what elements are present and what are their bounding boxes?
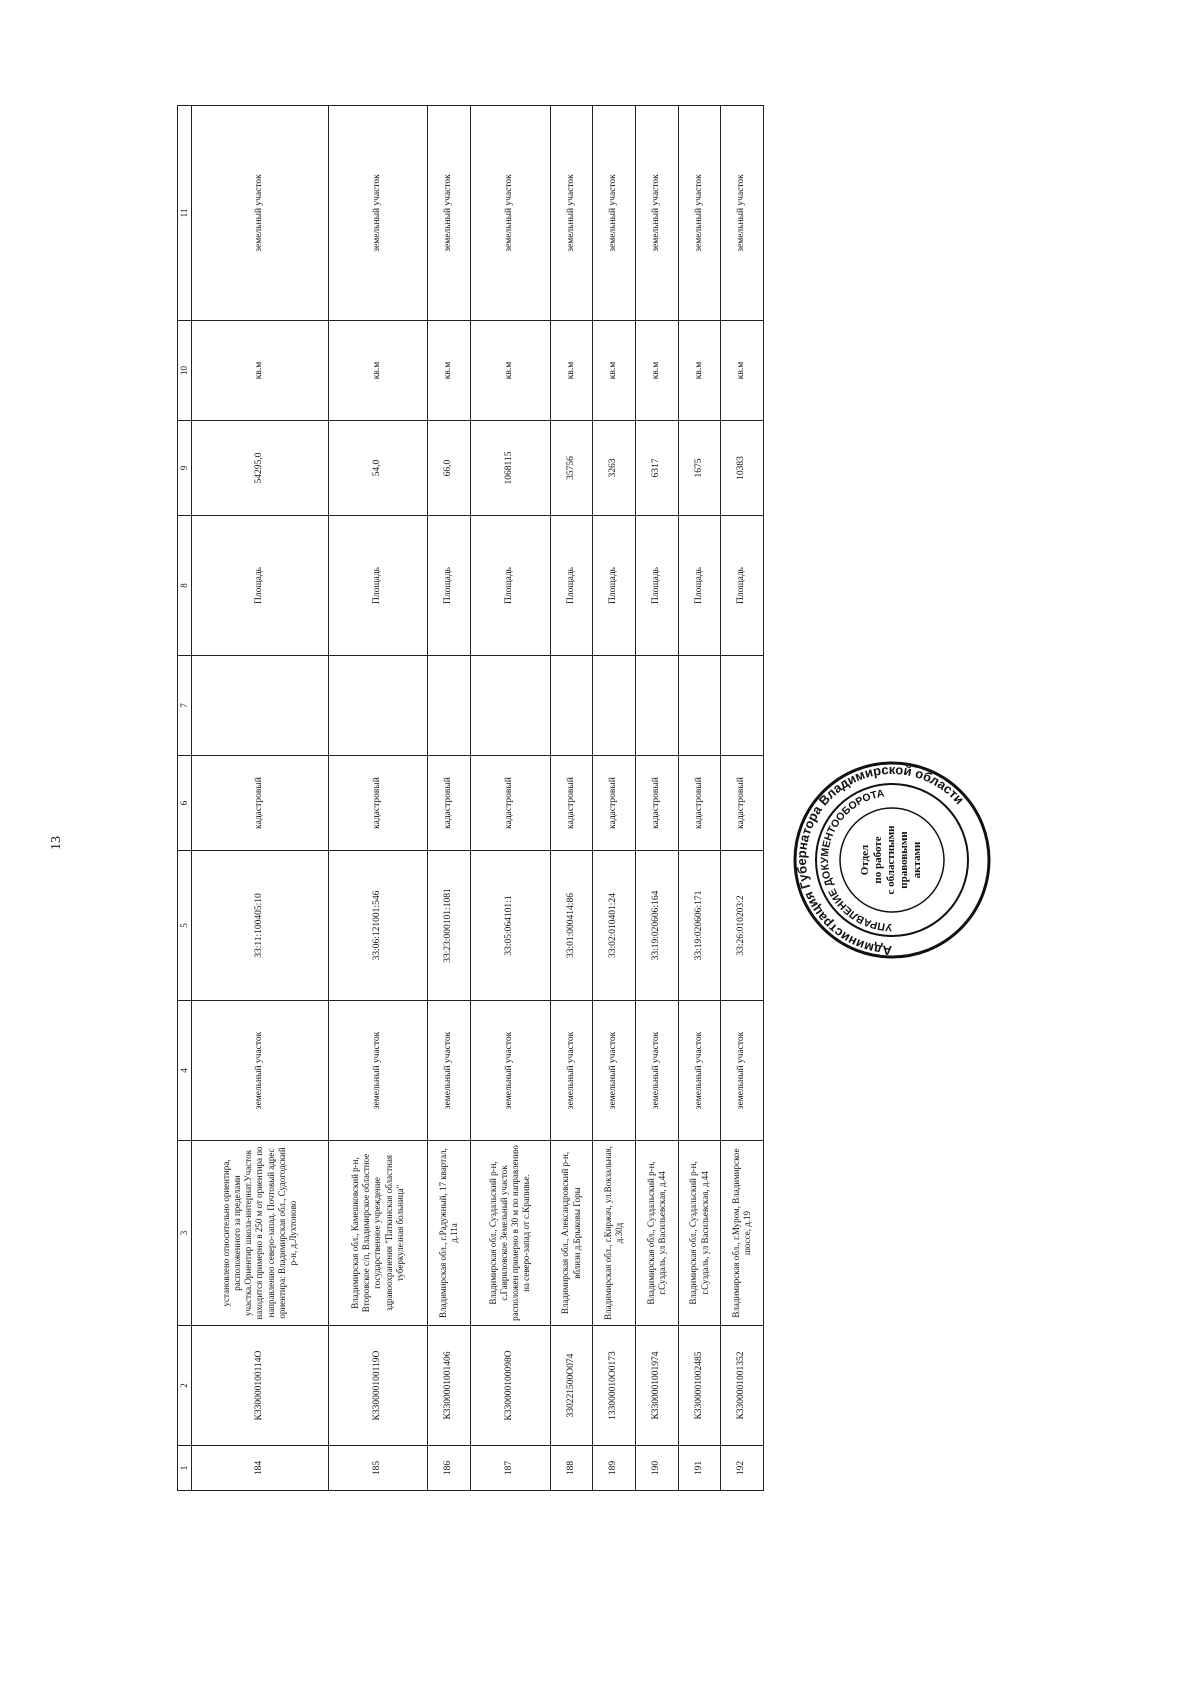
column-header: 9: [178, 421, 192, 516]
parameter-value-cell: 1675: [678, 421, 721, 516]
row-number-cell: 192: [721, 1446, 764, 1491]
seal-ring-text: УПРАВЛЕНИЕ ДОКУМЕНТООБОРОТА: [818, 787, 893, 934]
object-name-cell: земельный участок: [328, 106, 427, 321]
parameter-value-cell: 6317: [636, 421, 679, 516]
table-row: [192, 106, 329, 1491]
table-row: [636, 106, 679, 1491]
cadastral-number-cell: 33:05:064101:1: [470, 851, 550, 1001]
table-row: [593, 106, 636, 1491]
unit-cell: кв.м: [470, 321, 550, 421]
number-kind-cell: кадастровый: [427, 756, 470, 851]
parameter-value-cell: 1068115: [470, 421, 550, 516]
number-kind-cell: кадастровый: [593, 756, 636, 851]
unit-cell: кв.м: [550, 321, 593, 421]
row-number-cell: 189: [593, 1446, 636, 1491]
row-number-cell: 184: [192, 1446, 329, 1491]
number-kind-cell: кадастровый: [328, 756, 427, 851]
unit-cell: кв.м: [636, 321, 679, 421]
column-7-cell: [550, 656, 593, 756]
address-cell: Владимирская обл., г.Муром, Владимирское шоссе, д.19: [721, 1141, 764, 1326]
parameter-cell: Площадь: [427, 516, 470, 656]
table-row: [328, 106, 427, 1491]
column-header: 2: [178, 1326, 192, 1446]
cadastral-number-cell: 33:01:000414:86: [550, 851, 593, 1001]
seal-center-line: актами: [911, 841, 923, 879]
registry-number-cell: К330000100114О: [192, 1326, 329, 1446]
registry-table: [177, 105, 764, 1491]
column-7-cell: [678, 656, 721, 756]
parameter-value-cell: 66,0: [427, 421, 470, 516]
unit-cell: кв.м: [721, 321, 764, 421]
object-name-cell: земельный участок: [427, 106, 470, 321]
parameter-value-cell: 3263: [593, 421, 636, 516]
column-7-cell: [470, 656, 550, 756]
address-cell: Владимирская обл., Суздальский р-н, г.Суздаль, ул Васильевская, д.44: [636, 1141, 679, 1326]
object-type-cell: земельный участок: [721, 1001, 764, 1141]
registry-table-container: [177, 106, 764, 1491]
object-name-cell: земельный участок: [636, 106, 679, 321]
address-cell: Владимирская обл., г.Киржач, ул.Вокзальная, д.30д: [593, 1141, 636, 1326]
parameter-cell: Площадь: [550, 516, 593, 656]
registry-number-cell: К3300001001974: [636, 1326, 679, 1446]
seal-center-text: [859, 825, 923, 895]
column-header: 11: [178, 106, 192, 321]
column-header: 8: [178, 516, 192, 656]
row-number-cell: 187: [470, 1446, 550, 1491]
row-number-cell: 185: [328, 1446, 427, 1491]
number-kind-cell: кадастровый: [636, 756, 679, 851]
column-7-cell: [636, 656, 679, 756]
object-type-cell: земельный участок: [427, 1001, 470, 1141]
parameter-value-cell: 54,0: [328, 421, 427, 516]
number-kind-cell: кадастровый: [470, 756, 550, 851]
parameter-cell: Площадь: [192, 516, 329, 656]
table-row: [721, 106, 764, 1491]
parameter-value-cell: 10383: [721, 421, 764, 516]
table-row: [678, 106, 721, 1491]
parameter-cell: Площадь: [678, 516, 721, 656]
cadastral-number-cell: 33:19:020606:164: [636, 851, 679, 1001]
unit-cell: кв.м: [593, 321, 636, 421]
object-type-cell: земельный участок: [678, 1001, 721, 1141]
object-type-cell: земельный участок: [636, 1001, 679, 1141]
seal-outer-text: Администрация Губернатора Владимирской области: [793, 761, 968, 959]
column-header: 3: [178, 1141, 192, 1326]
address-cell: установлено относительно ориентира, расположенного за пределами участка.Ориентир школа-интернат.Участок находится примерно в 250 м от ориентира по направлению северо-запад. Почтовый адрес ориентира: Владимирская обл., Судогодский р-н, д.Лухтоново: [192, 1141, 329, 1326]
parameter-cell: Площадь: [328, 516, 427, 656]
parameter-cell: Площадь: [470, 516, 550, 656]
column-header: 10: [178, 321, 192, 421]
column-header: 6: [178, 756, 192, 851]
registry-number-cell: К3300001001352: [721, 1326, 764, 1446]
table-header-row: [178, 106, 192, 1491]
column-header: 1: [178, 1446, 192, 1491]
official-seal: [792, 760, 992, 960]
registry-number-cell: К3300001001406: [427, 1326, 470, 1446]
number-kind-cell: кадастровый: [721, 756, 764, 851]
object-name-cell: земельный участок: [470, 106, 550, 321]
table-body: [192, 106, 764, 1491]
row-number-cell: 191: [678, 1446, 721, 1491]
cadastral-number-cell: 33:19:020606:171: [678, 851, 721, 1001]
object-type-cell: земельный участок: [328, 1001, 427, 1141]
object-name-cell: земельный участок: [550, 106, 593, 321]
table-row: [427, 106, 470, 1491]
object-type-cell: земельный участок: [192, 1001, 329, 1141]
row-number-cell: 190: [636, 1446, 679, 1491]
page-number: 13: [49, 836, 64, 850]
address-cell: Владимирская обл., Александровский р-н, вблизи д.Брыковы Горы: [550, 1141, 593, 1326]
cadastral-number-cell: 33:26:010203:2: [721, 851, 764, 1001]
table-row: [550, 106, 593, 1491]
parameter-value-cell: 35756: [550, 421, 593, 516]
cadastral-number-cell: 33:11:100405:10: [192, 851, 329, 1001]
seal-center-line: Отдел: [859, 844, 871, 876]
address-cell: Владимирская обл., Камешковский р-н, Второвское с/п, Владимирское областное государственное учреждение здравоохранения "Паткинская областная туберкулезная больница": [328, 1141, 427, 1326]
table-row: [470, 106, 550, 1491]
column-7-cell: [721, 656, 764, 756]
number-kind-cell: кадастровый: [192, 756, 329, 851]
column-7-cell: [427, 656, 470, 756]
address-cell: Владимирская обл., Суздальский р-н, с.Гавриловское Земельный участок расположен примерно в 30 м по направлению на северо-запад от с.Крапивье.: [470, 1141, 550, 1326]
column-7-cell: [192, 656, 329, 756]
row-number-cell: 188: [550, 1446, 593, 1491]
parameter-cell: Площадь: [721, 516, 764, 656]
column-header: 4: [178, 1001, 192, 1141]
registry-number-cell: К330000100119О: [328, 1326, 427, 1446]
unit-cell: кв.м: [192, 321, 329, 421]
unit-cell: кв.м: [678, 321, 721, 421]
seal-center-line: правовыми: [898, 831, 910, 889]
column-header: 7: [178, 656, 192, 756]
parameter-value-cell: 54295,0: [192, 421, 329, 516]
cadastral-number-cell: 33:02:010401:24: [593, 851, 636, 1001]
object-name-cell: земельный участок: [192, 106, 329, 321]
cadastral-number-cell: 33:23:000101:1081: [427, 851, 470, 1001]
registry-number-cell: 133000010О0173: [593, 1326, 636, 1446]
parameter-cell: Площадь: [636, 516, 679, 656]
object-name-cell: земельный участок: [721, 106, 764, 321]
column-header: 5: [178, 851, 192, 1001]
object-type-cell: земельный участок: [470, 1001, 550, 1141]
registry-number-cell: 330221500О074: [550, 1326, 593, 1446]
registry-number-cell: К330000100098О: [470, 1326, 550, 1446]
object-type-cell: земельный участок: [593, 1001, 636, 1141]
number-kind-cell: кадастровый: [678, 756, 721, 851]
object-type-cell: земельный участок: [550, 1001, 593, 1141]
cadastral-number-cell: 33:06:121001:546: [328, 851, 427, 1001]
registry-number-cell: К3300001002485: [678, 1326, 721, 1446]
unit-cell: кв.м: [328, 321, 427, 421]
unit-cell: кв.м: [427, 321, 470, 421]
column-7-cell: [328, 656, 427, 756]
seal-center-line: с областными: [885, 825, 897, 895]
row-number-cell: 186: [427, 1446, 470, 1491]
column-7-cell: [593, 656, 636, 756]
object-name-cell: земельный участок: [678, 106, 721, 321]
object-name-cell: земельный участок: [593, 106, 636, 321]
number-kind-cell: кадастровый: [550, 756, 593, 851]
parameter-cell: Площадь: [593, 516, 636, 656]
seal-center-line: по работе: [872, 836, 884, 884]
address-cell: Владимирская обл., г.Радужный, 17 квартал, д.11а: [427, 1141, 470, 1326]
address-cell: Владимирская обл., Суздальский р-н, г.Суздаль, ул Васильевская, д.44: [678, 1141, 721, 1326]
